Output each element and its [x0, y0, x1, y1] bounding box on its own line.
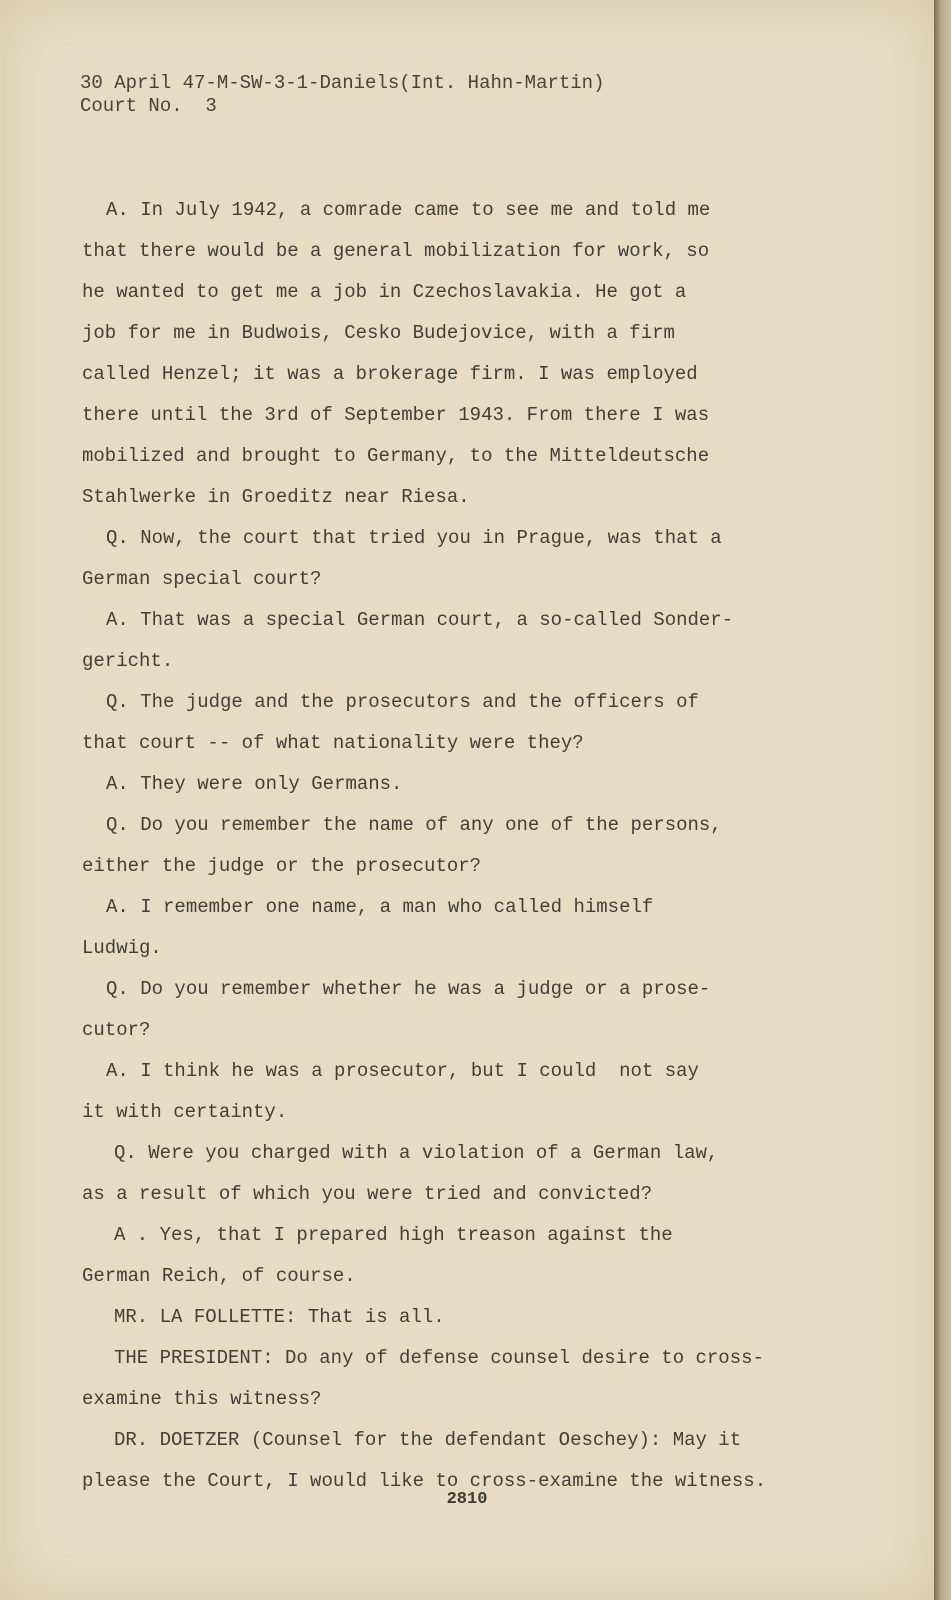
transcript-line: job for me in Budwois, Cesko Budejovice, with a firm — [82, 322, 675, 344]
page-edge — [934, 0, 951, 1600]
transcript-line: German Reich, of course. — [82, 1265, 356, 1287]
transcript-line: Ludwig. — [82, 937, 162, 959]
transcript-line: Q. Now, the court that tried you in Prague, was that a — [106, 527, 722, 549]
transcript-line: that court -- of what nationality were they? — [82, 732, 584, 754]
transcript-line: he wanted to get me a job in Czechoslavakia. He got a — [82, 281, 687, 303]
transcript-line: there until the 3rd of September 1943. From there I was — [82, 404, 710, 426]
transcript-line: cutor? — [82, 1019, 151, 1041]
transcript-line: called Henzel; it was a brokerage firm. I was employed — [82, 363, 698, 385]
transcript-line: A. They were only Germans. — [106, 773, 403, 795]
transcript-line: Q. The judge and the prosecutors and the officers of — [106, 691, 699, 713]
header-line-court: Court No. 3 — [80, 95, 217, 117]
transcript-line: A. I remember one name, a man who called himself — [106, 896, 654, 918]
transcript-line: German special court? — [82, 568, 322, 590]
transcript-line: A. In July 1942, a comrade came to see me and told me — [106, 199, 711, 221]
page-number: 2810 — [446, 1490, 488, 1509]
transcript-line: Q. Do you remember whether he was a judge or a prose- — [106, 978, 711, 1000]
transcript-line: THE PRESIDENT: Do any of defense counsel desire to cross- — [114, 1347, 764, 1369]
transcript-line: A. That was a special German court, a so-called Sonder- — [106, 609, 734, 631]
transcript-line: please the Court, I would like to cross-examine the witness. — [82, 1470, 767, 1492]
transcript-line: gericht. — [82, 650, 174, 672]
transcript-line: either the judge or the prosecutor? — [82, 855, 482, 877]
transcript-line: mobilized and brought to Germany, to the Mitteldeutsche — [82, 445, 710, 467]
transcript-line: Q. Do you remember the name of any one of the persons, — [106, 814, 722, 836]
header-line-date-case: 30 April 47-M-SW-3-1-Daniels(Int. Hahn-Martin) — [80, 72, 605, 94]
transcript-line: A. I think he was a prosecutor, but I could not say — [106, 1060, 699, 1082]
transcript-line: MR. LA FOLLETTE: That is all. — [114, 1306, 445, 1328]
transcript-line: it with certainty. — [82, 1101, 288, 1123]
transcript-line: that there would be a general mobilization for work, so — [82, 240, 710, 262]
transcript-line: as a result of which you were tried and convicted? — [82, 1183, 653, 1205]
transcript-line: A . Yes, that I prepared high treason against the — [114, 1224, 673, 1246]
transcript-line: Stahlwerke in Groeditz near Riesa. — [82, 486, 470, 508]
transcript-line: examine this witness? — [82, 1388, 322, 1410]
transcript-line: Q. Were you charged with a violation of a German law, — [114, 1142, 719, 1164]
transcript-line: DR. DOETZER (Counsel for the defendant Oeschey): May it — [114, 1429, 742, 1451]
document-header — [80, 72, 605, 118]
transcript-body — [82, 190, 827, 1502]
